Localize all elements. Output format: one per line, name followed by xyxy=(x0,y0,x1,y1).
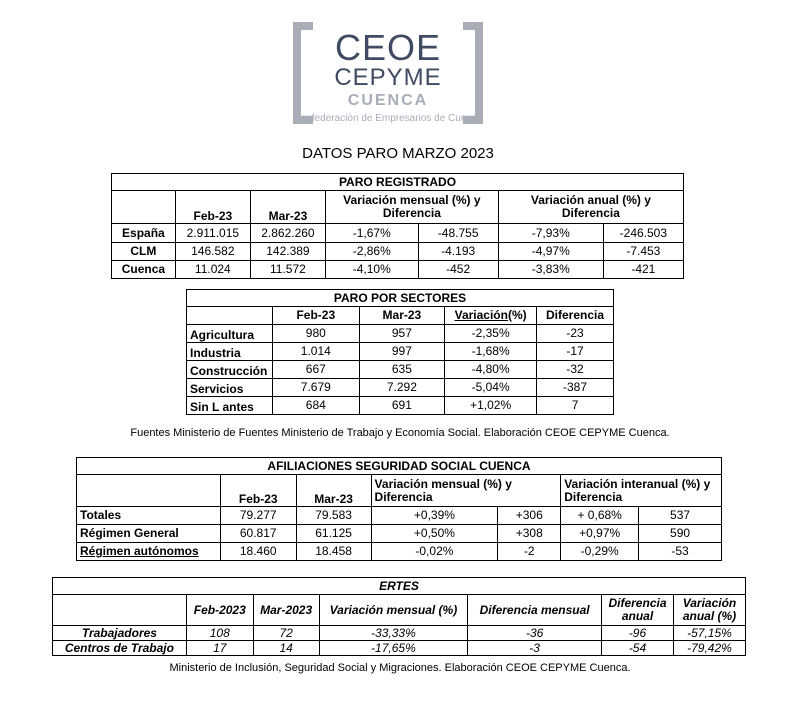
table-row xyxy=(187,343,614,361)
table-row xyxy=(187,325,614,343)
paro-registrado-table xyxy=(111,173,684,279)
header-variacion xyxy=(445,307,537,325)
cell-va-pct: -7,93% xyxy=(498,224,603,243)
cell-vm-pct: +0,39% xyxy=(371,507,498,525)
cell-dif: -23 xyxy=(537,325,614,343)
table-row xyxy=(77,507,722,525)
header-mar: Mar-23 xyxy=(296,475,371,507)
header-empty xyxy=(112,191,176,224)
cell-dif: -17 xyxy=(537,343,614,361)
cell-feb: 1.014 xyxy=(272,343,359,361)
row-label: Agricultura xyxy=(187,325,273,343)
cell-vi-dif: 537 xyxy=(639,507,722,525)
cell-vm-dif: +306 xyxy=(498,507,561,525)
cell-var: -4,80% xyxy=(445,361,537,379)
cell-mar: 997 xyxy=(359,343,445,361)
cell-va: -79,42% xyxy=(673,641,745,656)
cell-var: -5,04% xyxy=(445,379,537,397)
cell-dif: -32 xyxy=(537,361,614,379)
row-label: Trabajadores xyxy=(53,626,187,641)
cell-feb: 79.277 xyxy=(220,507,296,525)
header-variacion-mensual: Variación mensual (%) xyxy=(319,595,468,626)
cell-vm-pct: -2,86% xyxy=(325,243,418,261)
paro-sectores-caption: PARO POR SECTORES xyxy=(187,290,614,307)
cell-mar: 957 xyxy=(359,325,445,343)
row-label: Cuenca xyxy=(112,261,176,279)
row-label: Industria xyxy=(187,343,273,361)
table-row xyxy=(112,243,684,261)
cell-feb: 146.582 xyxy=(175,243,250,261)
cell-vi-dif: 590 xyxy=(639,525,722,543)
cell-vm-dif: -2 xyxy=(498,543,561,561)
cell-feb: 667 xyxy=(272,361,359,379)
cell-feb: 7.679 xyxy=(272,379,359,397)
cell-vm-pct: -4,10% xyxy=(325,261,418,279)
cell-vm-pct: +0,50% xyxy=(371,525,498,543)
header-feb: Feb-23 xyxy=(272,307,359,325)
ceoe-cepyme-logo xyxy=(290,22,486,126)
cell-feb: 684 xyxy=(272,397,359,415)
header-variacion-interanual: Variación interanual (%) y Diferencia xyxy=(561,475,722,507)
cell-feb: 108 xyxy=(186,626,253,641)
header-variacion-anual: Variación anual (%) xyxy=(673,595,745,626)
cell-vm-dif: -4.193 xyxy=(418,243,498,261)
row-label: Centros de Trabajo xyxy=(53,641,187,656)
row-label: Régimen General xyxy=(77,525,221,543)
cell-feb: 60.817 xyxy=(220,525,296,543)
cell-va-dif: -246.503 xyxy=(603,224,683,243)
table-row xyxy=(187,361,614,379)
paro-registrado-caption: PARO REGISTRADO xyxy=(112,174,684,191)
cell-mar: 635 xyxy=(359,361,445,379)
header-diferencia-mensual: Diferencia mensual xyxy=(468,595,602,626)
paro-sectores-table xyxy=(186,289,614,415)
table-row xyxy=(77,525,722,543)
logo-tagline: Confederación de Empresarios de Cuenca xyxy=(293,113,483,124)
table-row xyxy=(77,543,722,561)
cell-va: -57,15% xyxy=(673,626,745,641)
header-empty xyxy=(77,475,221,507)
header-feb: Feb-23 xyxy=(175,191,250,224)
ertes-table xyxy=(52,577,746,656)
cell-vm-dif: -48.755 xyxy=(418,224,498,243)
cell-mar: 79.583 xyxy=(296,507,371,525)
header-variacion-mensual: Variación mensual (%) y Diferencia xyxy=(371,475,561,507)
header-empty xyxy=(53,595,187,626)
row-label: CLM xyxy=(112,243,176,261)
cell-mar: 18.458 xyxy=(296,543,371,561)
row-label: Construcción xyxy=(187,361,273,379)
cell-vm: -33,33% xyxy=(319,626,468,641)
cell-dm: -36 xyxy=(468,626,602,641)
cell-vi-pct: +0,97% xyxy=(561,525,639,543)
header-mar: Mar-23 xyxy=(359,307,445,325)
cell-vm-dif: -452 xyxy=(418,261,498,279)
header-feb: Feb-23 xyxy=(220,475,296,507)
cell-dm: -3 xyxy=(468,641,602,656)
header-diferencia-anual: Diferencia anual xyxy=(602,595,674,626)
row-label: Régimen autónomos xyxy=(77,543,221,561)
header-mar: Mar-23 xyxy=(250,191,325,224)
page-title: DATOS PARO MARZO 2023 xyxy=(302,145,494,162)
cell-mar: 14 xyxy=(253,641,319,656)
row-label: España xyxy=(112,224,176,243)
cell-vm-dif: +308 xyxy=(498,525,561,543)
cell-vm: -17,65% xyxy=(319,641,468,656)
header-variacion-anual: Variación anual (%) y Diferencia xyxy=(498,191,683,224)
header-variacion-word: Variación xyxy=(454,308,508,322)
table-row xyxy=(53,641,746,656)
header-variacion-mensual: Variación mensual (%) y Diferencia xyxy=(325,191,498,224)
cell-mar: 2.862.260 xyxy=(250,224,325,243)
cell-feb: 980 xyxy=(272,325,359,343)
cell-da: -96 xyxy=(602,626,674,641)
cell-da: -54 xyxy=(602,641,674,656)
table-row xyxy=(187,379,614,397)
table-row xyxy=(112,261,684,279)
cell-vm-pct: -0,02% xyxy=(371,543,498,561)
cell-mar: 7.292 xyxy=(359,379,445,397)
cell-feb: 17 xyxy=(186,641,253,656)
source-note-paro: Fuentes Ministerio de Fuentes Ministerio de Trabajo y Economía Social. Elaboración CEOE CEPYME Cuenca. xyxy=(130,427,670,439)
logo-cepyme-text: CEPYME xyxy=(334,64,442,91)
logo-cuenca-text: CUENCA xyxy=(347,92,429,109)
cell-feb: 18.460 xyxy=(220,543,296,561)
cell-vi-pct: -0,29% xyxy=(561,543,639,561)
cell-var: -1,68% xyxy=(445,343,537,361)
cell-mar: 142.389 xyxy=(250,243,325,261)
table-row xyxy=(112,224,684,243)
header-feb: Feb-2023 xyxy=(186,595,253,626)
cell-va-pct: -4,97% xyxy=(498,243,603,261)
cell-va-pct: -3,83% xyxy=(498,261,603,279)
cell-feb: 11.024 xyxy=(175,261,250,279)
cell-dif: 7 xyxy=(537,397,614,415)
cell-vm-pct: -1,67% xyxy=(325,224,418,243)
header-mar: Mar-2023 xyxy=(253,595,319,626)
source-note-ertes: Ministerio de Inclusión, Seguridad Social y Migraciones. Elaboración CEOE CEPYME Cuenca. xyxy=(169,662,631,674)
cell-mar: 11.572 xyxy=(250,261,325,279)
row-label: Totales xyxy=(77,507,221,525)
cell-va-dif: -7.453 xyxy=(603,243,683,261)
header-empty xyxy=(187,307,273,325)
cell-var: -2,35% xyxy=(445,325,537,343)
table-row xyxy=(187,397,614,415)
cell-vi-pct: + 0,68% xyxy=(561,507,639,525)
cell-mar: 72 xyxy=(253,626,319,641)
cell-var: +1,02% xyxy=(445,397,537,415)
cell-feb: 2.911.015 xyxy=(175,224,250,243)
row-label: Sin L antes xyxy=(187,397,273,415)
cell-mar: 691 xyxy=(359,397,445,415)
cell-va-dif: -421 xyxy=(603,261,683,279)
afiliaciones-caption: AFILIACIONES SEGURIDAD SOCIAL CUENCA xyxy=(77,458,722,475)
row-label: Servicios xyxy=(187,379,273,397)
afiliaciones-table xyxy=(76,457,722,561)
cell-dif: -387 xyxy=(537,379,614,397)
header-variacion-pct: (%) xyxy=(507,308,527,322)
logo-ceoe-text: CEOE xyxy=(334,27,442,68)
cell-mar: 61.125 xyxy=(296,525,371,543)
cell-vi-dif: -53 xyxy=(639,543,722,561)
ertes-caption: ERTES xyxy=(53,578,746,595)
header-diferencia: Diferencia xyxy=(537,307,614,325)
table-row xyxy=(53,626,746,641)
